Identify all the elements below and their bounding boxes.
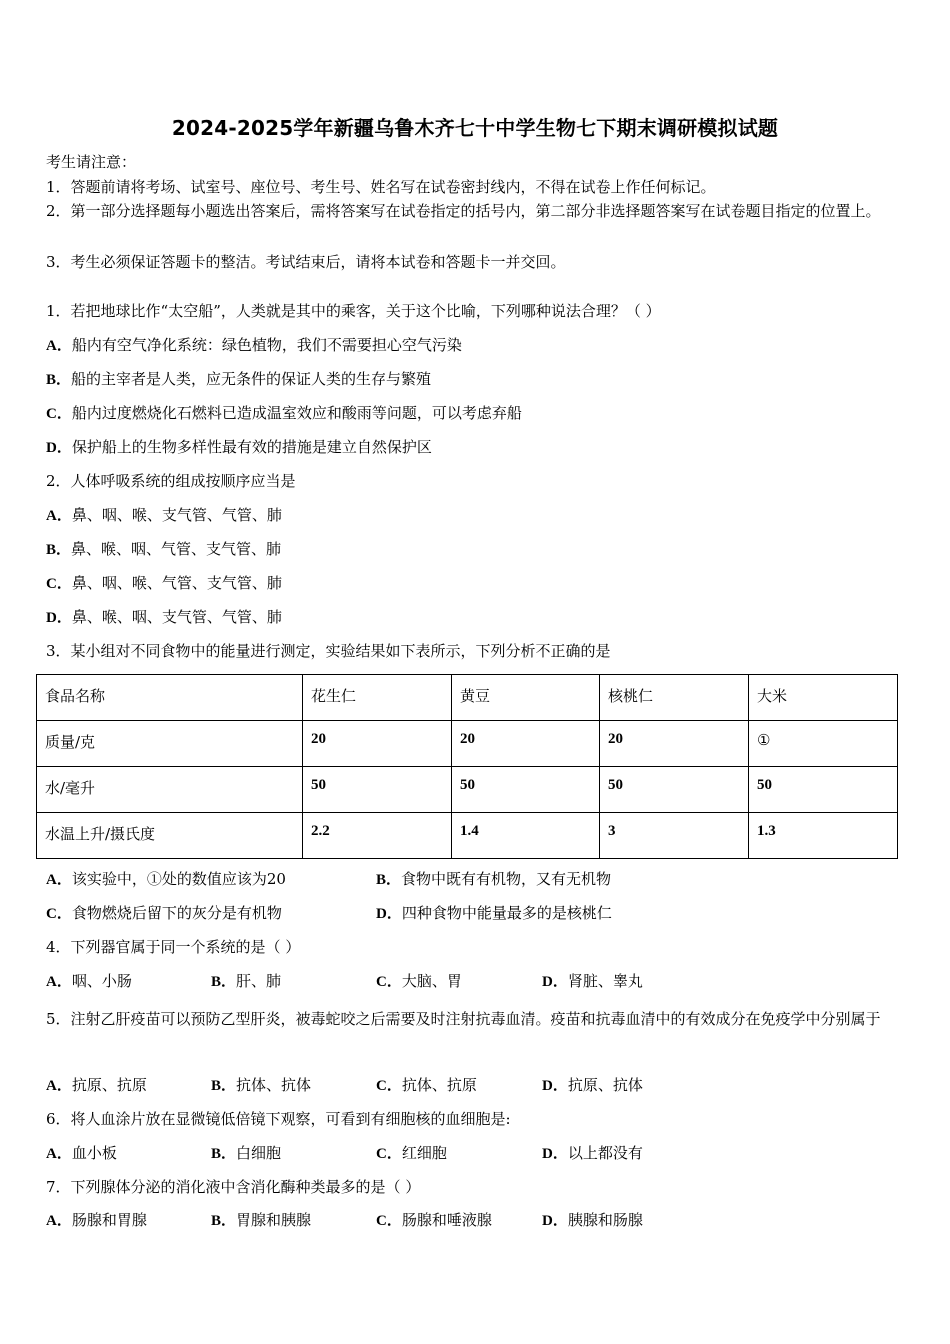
- option-text: 以上都没有: [567, 1144, 643, 1162]
- option-text: 咽、小肠: [71, 972, 132, 990]
- option-text: 船内过度燃烧化石燃料已造成温室效应和酸雨等问题，可以考虑弃船: [71, 404, 522, 422]
- table-cell: 质量/克: [37, 721, 303, 767]
- option-letter: B．: [46, 542, 72, 558]
- table-cell: 50: [600, 767, 749, 813]
- question-1-option-d[interactable]: [46, 437, 432, 458]
- table-cell: 3: [600, 813, 749, 859]
- notice-item-2: 2．第一部分选择题每小题选出答案后，需将答案写在试卷指定的括号内，第二部分非选择题答案写在试卷题目指定的位置上。: [46, 202, 881, 220]
- option-text: 鼻、喉、咽、气管、支气管、肺: [71, 540, 282, 558]
- option-letter: C．: [46, 576, 72, 592]
- option-letter: D．: [46, 610, 72, 626]
- option-letter: B．: [46, 372, 72, 388]
- notice-item-3: 3．考生必须保证答题卡的整洁。考试结束后，请将本试卷和答题卡一并交回。: [46, 253, 566, 271]
- question-2-option-c[interactable]: [46, 573, 282, 594]
- option-text: 食物燃烧后留下的灰分是有机物: [71, 904, 282, 922]
- option-text: 鼻、咽、喉、支气管、气管、肺: [71, 506, 282, 524]
- question-3-option-b[interactable]: [376, 869, 611, 890]
- option-text: 抗原、抗原: [71, 1076, 147, 1094]
- table-cell: 1.4: [452, 813, 600, 859]
- option-letter: A．: [46, 1213, 72, 1229]
- notice-item-1: 1．答题前请将考场、试室号、座位号、考生号、姓名写在试卷密封线内，不得在试卷上作任何标记。: [46, 178, 716, 196]
- question-2-option-d[interactable]: [46, 607, 282, 628]
- option-text: 鼻、咽、喉、气管、支气管、肺: [71, 574, 282, 592]
- question-6-option-d[interactable]: [542, 1143, 643, 1164]
- table-cell: 1.3: [749, 813, 898, 859]
- option-letter: D．: [376, 906, 402, 922]
- table-cell: 50: [749, 767, 898, 813]
- option-text: 肝、肺: [236, 972, 282, 990]
- question-5-stem: 5．注射乙肝疫苗可以预防乙型肝炎，被毒蛇咬之后需要及时注射抗毒血清。疫苗和抗毒血清中的有效成分在免疫学中分别属于: [46, 1010, 881, 1028]
- option-text: 肠腺和唾液腺: [401, 1211, 492, 1229]
- option-text: 肠腺和胃腺: [71, 1211, 147, 1229]
- table-cell: 20: [303, 721, 452, 767]
- option-text: 四种食物中能量最多的是核桃仁: [401, 904, 612, 922]
- question-3-option-a[interactable]: [46, 869, 286, 890]
- option-letter: D．: [542, 1078, 568, 1094]
- option-text: 血小板: [71, 1144, 117, 1162]
- question-3-stem: 3．某小组对不同食物中的能量进行测定，实验结果如下表所示，下列分析不正确的是: [46, 642, 611, 660]
- table-cell: 50: [452, 767, 600, 813]
- question-7-option-c[interactable]: [376, 1210, 492, 1231]
- option-letter: B．: [211, 1213, 237, 1229]
- question-4-option-a[interactable]: [46, 971, 132, 992]
- table-cell: 50: [303, 767, 452, 813]
- table-header-row: [37, 675, 898, 721]
- question-6-option-c[interactable]: [376, 1143, 447, 1164]
- question-4-option-d[interactable]: [542, 971, 643, 992]
- table-header-cell: 花生仁: [303, 675, 452, 721]
- option-text: 食物中既有有机物，又有无机物: [401, 870, 612, 888]
- question-2-stem: 2．人体呼吸系统的组成按顺序应当是: [46, 472, 296, 490]
- option-text: 抗体、抗原: [401, 1076, 477, 1094]
- option-letter: A．: [46, 1078, 72, 1094]
- option-letter: A．: [46, 872, 72, 888]
- option-text: 胃腺和胰腺: [236, 1211, 312, 1229]
- option-text: 肾脏、睾丸: [567, 972, 643, 990]
- option-letter: B．: [211, 1146, 237, 1162]
- question-5-option-c[interactable]: [376, 1075, 477, 1096]
- option-letter: A．: [46, 338, 72, 354]
- question-7-option-a[interactable]: [46, 1210, 147, 1231]
- option-letter: C．: [376, 1213, 402, 1229]
- option-letter: C．: [376, 1146, 402, 1162]
- question-6-option-b[interactable]: [211, 1143, 281, 1164]
- question-1-stem: 1．若把地球比作“太空船”，人类就是其中的乘客，关于这个比喻，下列哪种说法合理？（ ）: [46, 302, 661, 320]
- question-7-stem: 7．下列腺体分泌的消化液中含消化酶种类最多的是（ ）: [46, 1178, 421, 1196]
- option-text: 保护船上的生物多样性最有效的措施是建立自然保护区: [71, 438, 432, 456]
- question-3-option-d[interactable]: [376, 903, 612, 924]
- table-header-cell: 大米: [749, 675, 898, 721]
- table-cell: 水温上升/摄氏度: [37, 813, 303, 859]
- question-5-option-b[interactable]: [211, 1075, 311, 1096]
- question-4-stem: 4．下列器官属于同一个系统的是（ ）: [46, 938, 301, 956]
- page-title: 2024-2025学年新疆乌鲁木齐七十中学生物七下期末调研模拟试题: [171, 116, 779, 140]
- option-letter: A．: [46, 974, 72, 990]
- table-row: [37, 721, 898, 767]
- question-5-option-d[interactable]: [542, 1075, 643, 1096]
- question-5-option-a[interactable]: [46, 1075, 147, 1096]
- question-1-option-c[interactable]: [46, 403, 522, 424]
- option-text: 抗体、抗体: [236, 1076, 312, 1094]
- question-6-option-a[interactable]: [46, 1143, 117, 1164]
- question-4-option-c[interactable]: [376, 971, 462, 992]
- table-header-cell: 食品名称: [37, 675, 303, 721]
- table-header-cell: 黄豆: [452, 675, 600, 721]
- question-7-option-b[interactable]: [211, 1210, 311, 1231]
- table-cell: 水/毫升: [37, 767, 303, 813]
- question-1-option-b[interactable]: [46, 369, 431, 390]
- question-2-option-a[interactable]: [46, 505, 282, 526]
- option-text: 船的主宰者是人类，应无条件的保证人类的生存与繁殖: [71, 370, 432, 388]
- table-cell: 20: [600, 721, 749, 767]
- option-text: 鼻、喉、咽、支气管、气管、肺: [71, 608, 282, 626]
- option-letter: B．: [376, 872, 402, 888]
- question-6-stem: 6．将人血涂片放在显微镜低倍镜下观察，可看到有细胞核的血细胞是:: [46, 1110, 511, 1128]
- option-letter: D．: [542, 1146, 568, 1162]
- option-letter: D．: [542, 974, 568, 990]
- table-cell: 20: [452, 721, 600, 767]
- option-letter: D．: [46, 440, 72, 456]
- option-text: 抗原、抗体: [567, 1076, 643, 1094]
- option-letter: B．: [211, 1078, 237, 1094]
- table-cell: 2.2: [303, 813, 452, 859]
- option-letter: C．: [46, 906, 72, 922]
- option-letter: C．: [46, 406, 72, 422]
- table-cell: ①: [749, 721, 898, 767]
- option-letter: D．: [542, 1213, 568, 1229]
- table-row: [37, 767, 898, 813]
- question-7-option-d[interactable]: [542, 1210, 643, 1231]
- option-letter: A．: [46, 508, 72, 524]
- option-text: 该实验中，①处的数值应该为20: [71, 870, 286, 888]
- question-1-option-a[interactable]: [46, 335, 462, 356]
- option-text: 船内有空气净化系统：绿色植物，我们不需要担心空气污染: [71, 336, 462, 354]
- energy-table: [36, 674, 898, 859]
- option-text: 红细胞: [401, 1144, 447, 1162]
- option-letter: C．: [376, 1078, 402, 1094]
- notice-heading: 考生请注意：: [46, 153, 137, 171]
- table-header-cell: 核桃仁: [600, 675, 749, 721]
- option-text: 胰腺和肠腺: [567, 1211, 643, 1229]
- option-text: 大脑、胃: [401, 972, 462, 990]
- table-row: [37, 813, 898, 859]
- option-letter: A．: [46, 1146, 72, 1162]
- question-2-option-b[interactable]: [46, 539, 281, 560]
- question-3-option-c[interactable]: [46, 903, 282, 924]
- question-4-option-b[interactable]: [211, 971, 281, 992]
- option-text: 白细胞: [236, 1144, 282, 1162]
- option-letter: C．: [376, 974, 402, 990]
- option-letter: B．: [211, 974, 237, 990]
